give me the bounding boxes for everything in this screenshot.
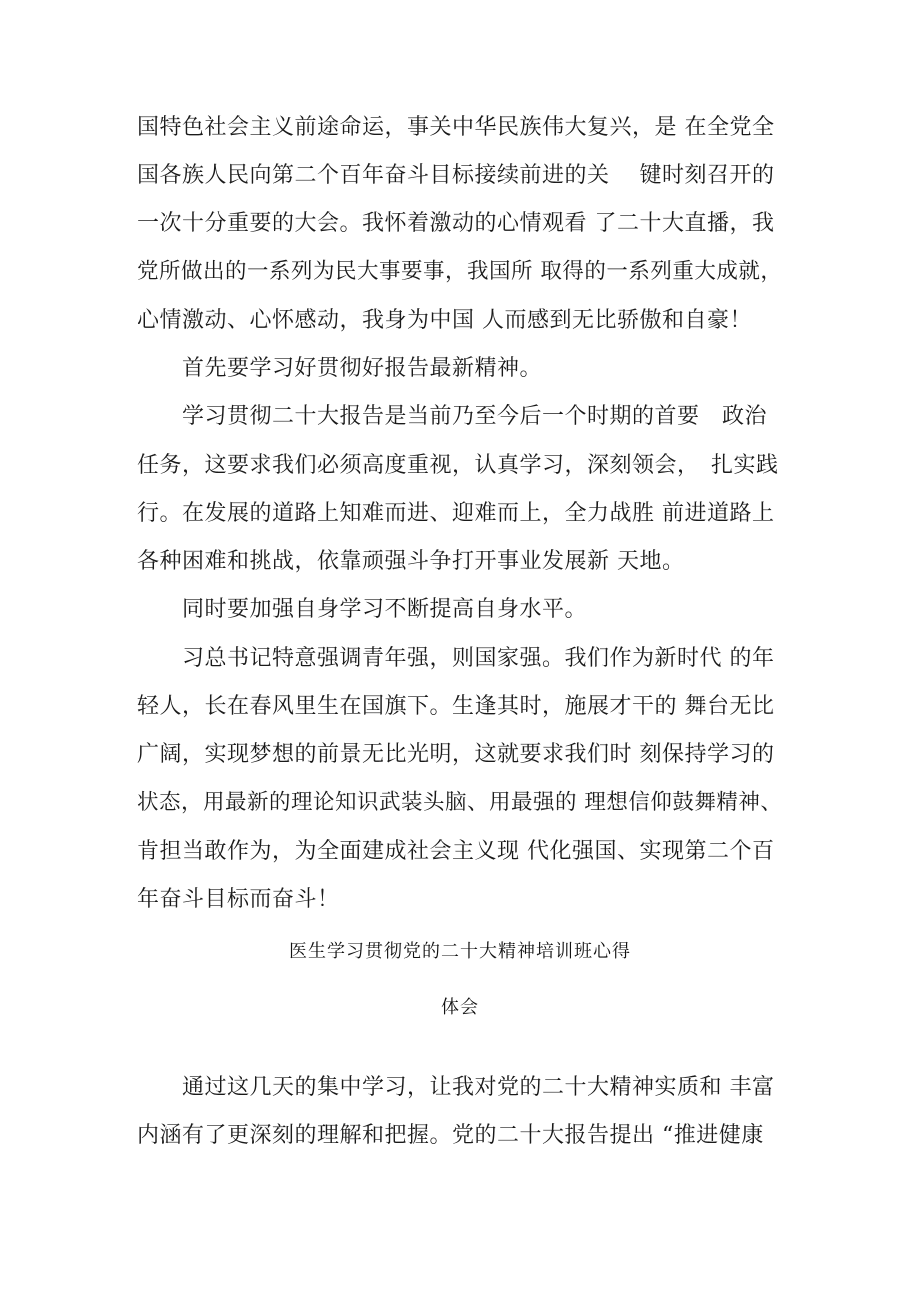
text-line: 一次十分重要的大会。我怀着激动的心情观看 了二十大直播，我 <box>137 211 775 236</box>
text-line: 同时要加强自身学习不断提高自身水平。 <box>137 597 588 622</box>
text-line: 内涵有了更深刻的理解和把握。党的二十大报告提出 “推进健康 <box>137 1123 764 1148</box>
section-heading-line-1: 医生学习贯彻党的二十大精神培训班心得 <box>289 941 631 962</box>
text-line: 国特色社会主义前途命运，事关中华民族伟大复兴，是 在全党全 <box>137 115 775 140</box>
text-line: 通过这几天的集中学习，让我对党的二十大精神实质和 丰富 <box>137 1075 775 1100</box>
text-line: 任务，这要求我们必须高度重视，认真学习，深刻领会， 扎实践 <box>137 453 779 478</box>
text-line: 轻人，长在春风里生在国旗下。生逢其时，施展才干的 舞台无比 <box>137 694 775 719</box>
text-line: 广阔，实现梦想的前景无比光明，这就要求我们时 刻保持学习的 <box>137 742 775 767</box>
text-line: 状态，用最新的理论知识武装头脑、用最强的 理想信仰鼓舞精神、 <box>137 790 783 815</box>
section-heading-line-2: 体会 <box>441 997 479 1018</box>
text-line: 行。在发展的道路上知难而进、迎难而上，全力战胜 前进道路上 <box>137 501 775 526</box>
text-line: 心情激动、心怀感动，我身为中国 人而感到无比骄傲和自豪！ <box>137 308 752 333</box>
text-line: 学习贯彻二十大报告是当前乃至今后一个时期的首要 政治 <box>137 404 768 429</box>
text-line: 各种困难和挑战，依靠顽强斗争打开事业发展新 天地。 <box>137 549 685 574</box>
text-line: 肯担当敢作为，为全面建成社会主义现 代化强国、实现第二个百 <box>137 839 775 864</box>
text-line: 习总书记特意强调青年强，则国家强。我们作为新时代 的年 <box>137 646 775 671</box>
text-line: 党所做出的一系列为民大事要事，我国所 取得的一系列重大成就， <box>137 259 783 284</box>
text-line: 年奋斗目标而奋斗！ <box>137 887 340 912</box>
text-line: 首先要学习好贯彻好报告最新精神。 <box>137 356 543 381</box>
text-line: 国各族人民向第二个百年奋斗目标接续前进的关 键时刻召开的 <box>137 163 775 188</box>
